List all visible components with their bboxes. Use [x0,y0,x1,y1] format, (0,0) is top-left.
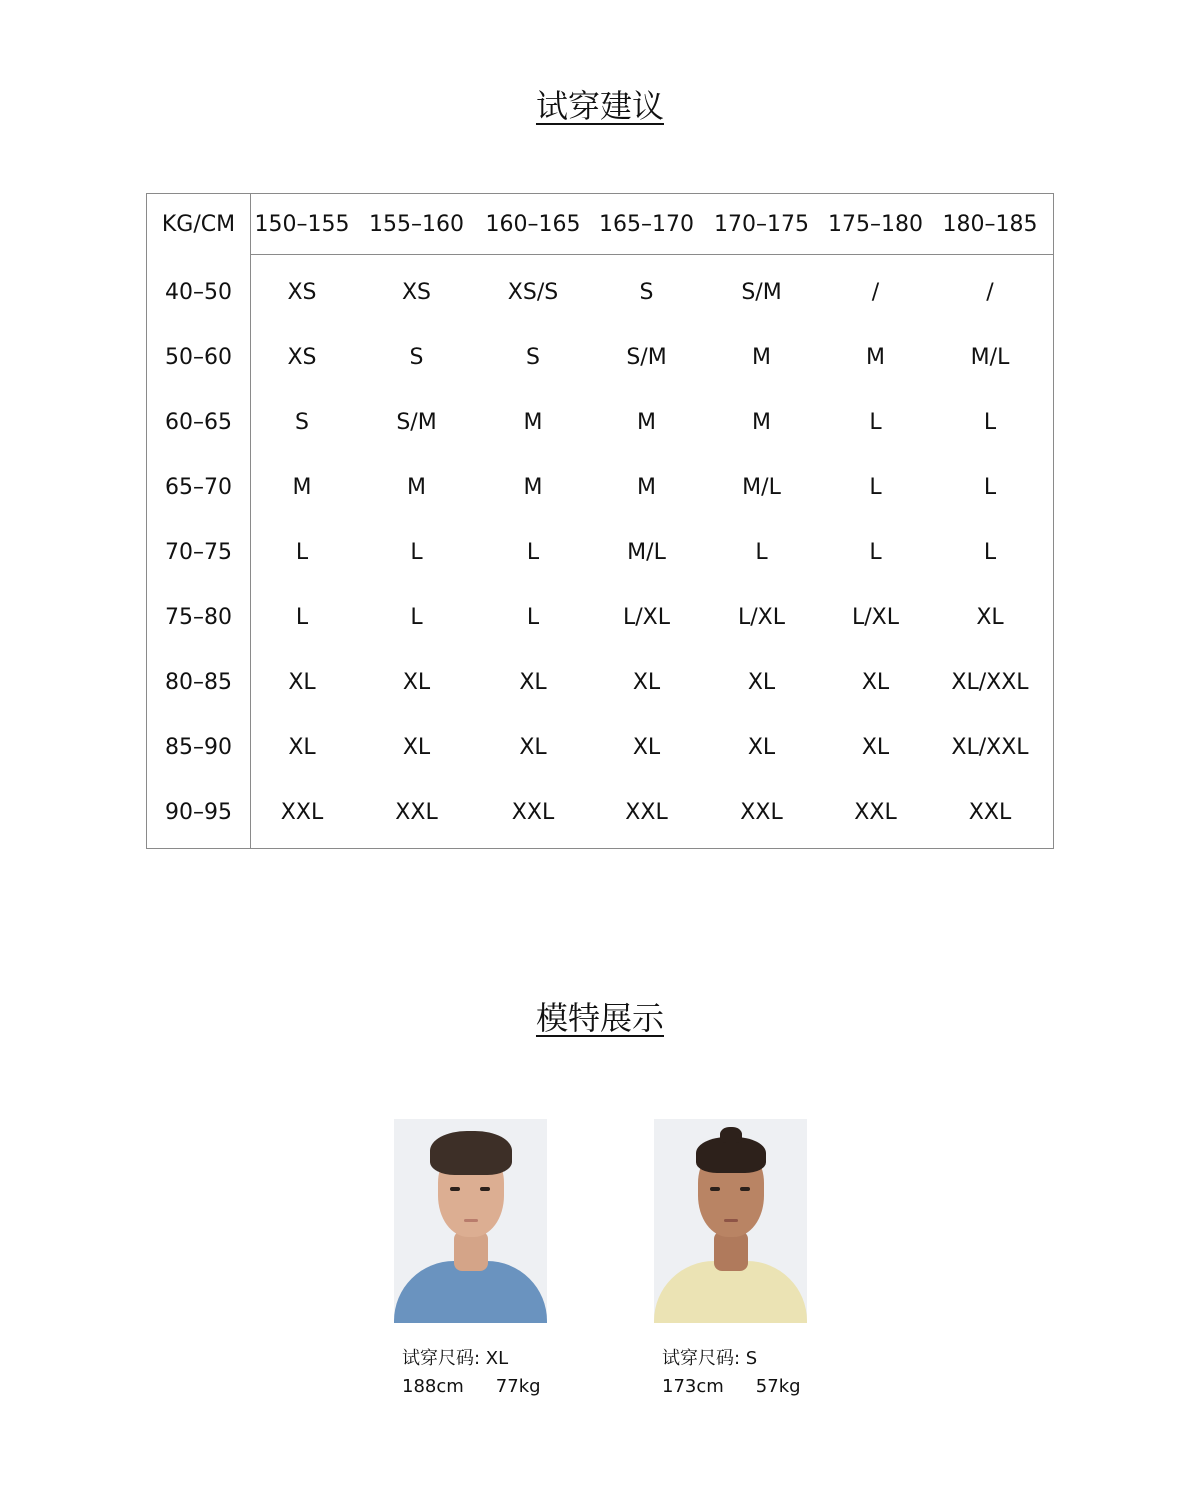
size-cell: XS [287,345,317,370]
size-cell: XL [747,735,776,760]
weight-range-label: 40–50 [165,280,232,305]
table-row [147,780,1053,845]
height-header: 170–175 [714,211,809,237]
size-cell: XXL [511,800,555,825]
model-caption [654,1345,807,1401]
table-row [147,260,1053,325]
model-weight: 57kg [755,1376,801,1397]
size-cell: XS/S [507,280,559,305]
table-header-row [147,194,1053,254]
size-cell: M [752,410,771,435]
size-cell: S [409,345,424,370]
model-display-title: 模特展示 [535,999,664,1037]
size-cell: XXL [395,800,438,825]
model-card [654,1119,807,1401]
height-header: 155–160 [369,211,464,237]
weight-range-label: 60–65 [165,410,232,435]
fit-suggestion-title: 试穿建议 [535,87,664,125]
table-row [147,650,1053,715]
size-cell: XL [976,605,1004,630]
height-header: 150–155 [254,211,350,237]
size-cell: L [410,605,423,630]
model-photo [394,1119,547,1323]
size-cell: XL [747,670,776,695]
model-measurements [402,1373,547,1401]
weight-range-label: 90–95 [165,800,232,825]
size-cell: M [637,475,656,500]
model-size-label: 试穿尺码: S [662,1348,758,1369]
size-cell: L [526,605,540,630]
size-cell: M/L [742,475,781,500]
model-size-label: 试穿尺码: XL [402,1348,509,1369]
size-cell: S/M [626,345,667,370]
height-header: 165–170 [599,211,694,237]
model-measurements [662,1373,807,1401]
model-weight: 77kg [495,1376,541,1397]
size-cell: L/XL [623,605,670,630]
size-cell: L [295,540,309,565]
table-row [147,455,1053,520]
size-cell: S [295,410,309,435]
model-caption [394,1345,547,1401]
size-cell: XL [519,670,547,695]
size-cell: XL [632,735,661,760]
table-row [147,325,1053,390]
size-cell: XXL [968,800,1012,825]
model-height: 173cm [662,1376,724,1397]
size-chart-table [146,193,1054,849]
height-header: 160–165 [485,211,581,237]
size-cell: S/M [741,280,782,305]
model-height: 188cm [402,1376,464,1397]
size-cell: L [869,475,882,500]
size-cell: XL/XXL [951,670,1029,695]
size-cell: M/L [970,345,1010,370]
size-cell: M [523,475,543,500]
size-cell: L [410,540,423,565]
size-cell: M [407,475,426,500]
size-cell: M [523,410,543,435]
table-row [147,715,1053,780]
size-cell: XL [402,735,431,760]
size-cell: XXL [854,800,897,825]
model-photo [654,1119,807,1323]
size-cell: M [752,345,771,370]
model-card [394,1119,547,1401]
size-cell: / [986,280,994,305]
size-cell: XL [288,735,316,760]
size-cell: XXL [625,800,668,825]
size-cell: XL/XXL [951,735,1029,760]
height-header: 180–185 [942,211,1038,237]
size-cell: L [983,475,997,500]
size-cell: XL [519,735,547,760]
size-cell: S [639,280,654,305]
size-cell: S/M [396,410,437,435]
size-cell: M [866,345,885,370]
size-cell: L [983,540,997,565]
weight-range-label: 50–60 [165,345,232,370]
size-cell: L [526,540,540,565]
size-cell: / [871,280,880,305]
size-cell: XL [288,670,316,695]
size-cell: L [983,410,997,435]
size-cell: XS [401,280,432,305]
size-cell: L/XL [852,605,899,630]
size-cell: XS [287,280,317,305]
size-cell: XXL [740,800,783,825]
table-row [147,390,1053,455]
size-cell: L [869,410,882,435]
size-cell: XL [861,735,890,760]
size-cell: XL [402,670,431,695]
table-corner-label: KG/CM [161,211,236,237]
size-cell: M [292,475,312,500]
table-row [147,520,1053,585]
size-cell: M [637,410,656,435]
size-cell: S [526,345,540,370]
size-cell: XL [861,670,890,695]
size-cell: M/L [627,540,666,565]
size-cell: L [755,540,768,565]
table-header-divider [250,254,1053,255]
weight-range-label: 75–80 [165,605,232,630]
weight-range-label: 80–85 [165,670,232,695]
size-cell: XXL [280,800,324,825]
weight-range-label: 85–90 [165,735,232,760]
weight-range-label: 65–70 [165,475,232,500]
size-cell: XL [632,670,661,695]
size-cell: L [869,540,882,565]
size-cell: L/XL [738,605,785,630]
height-header: 175–180 [828,211,923,237]
weight-range-label: 70–75 [165,540,232,565]
table-row [147,585,1053,650]
size-cell: L [295,605,309,630]
